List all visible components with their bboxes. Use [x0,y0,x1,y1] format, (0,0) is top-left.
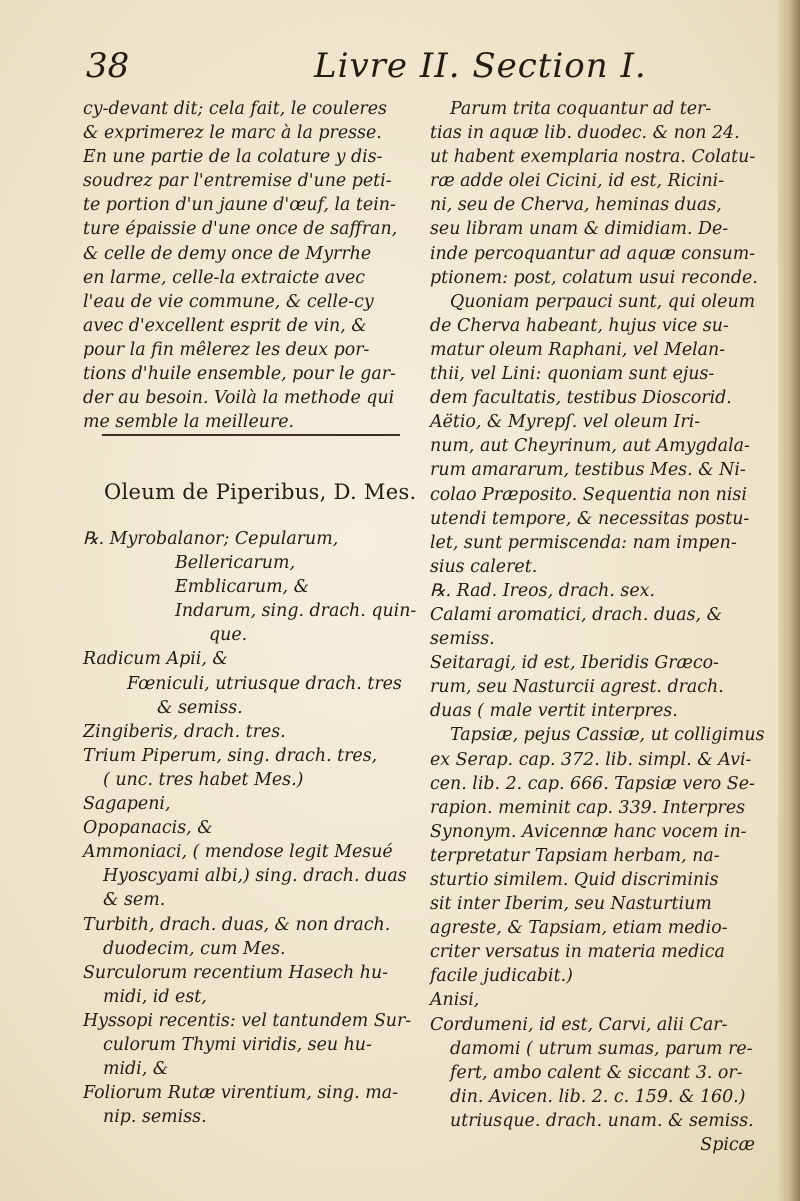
text-line: Fœniculi, utriusque drach. tres [127,673,402,694]
text-line: damomi ( utrum sumas, parum re- [450,1038,753,1059]
text-line: Seitaragi, id est, Iberidis Græco- [430,653,719,674]
text-line: Parum trita coquantur ad ter- [450,99,712,119]
text-line: que. [209,625,248,646]
text-line: & semiss. [157,697,243,718]
text-line: pour la fin mêlerez les deux por- [83,339,370,360]
text-line: rum amararum, testibus Mes. & Ni- [430,460,746,481]
text-line: Hyoscyami albi,) sing. drach. duas [103,866,407,887]
text-line: criter versatus in materia medica [430,942,725,963]
text-line: ni, seu de Cherva, heminas duas, [430,195,722,216]
text-line: Opopanacis, & [83,818,213,839]
text-line: Calami aromatici, drach. duas, & [430,604,723,625]
text-line: Emblicarum, & [175,577,310,598]
text-line: utriusque. drach. unam. & semiss. [450,1110,754,1131]
text-line: ut habent exemplaria nostra. Colatu- [430,147,756,168]
text-line: Indarum, sing. drach. quin- [175,601,417,622]
text-line: inde percoquantur ad aquæ consum- [430,243,756,264]
text-line: ræ adde olei Cicini, id est, Ricini- [430,171,725,192]
text-line: let, sunt permiscenda: nam impen- [430,532,737,553]
text-line: utendi tempore, & necessitas postu- [430,508,750,529]
text-line: duas ( male vertit interpres. [430,701,678,722]
text-line: Surculorum recentium Hasech hu- [83,962,389,983]
text-line: Zingiberis, drach. tres. [83,721,286,742]
text-line: sit inter Iberim, seu Nasturtium [430,894,712,915]
text-line: dem facultatis, testibus Dioscorid. [430,388,732,409]
text-line: Ammoniaci, ( mendose legit Mesué [83,842,393,863]
text-line: fert, ambo calent & siccant 3. or- [450,1062,743,1083]
section-divider [102,434,400,436]
text-line: avec d'excellent esprit de vin, & [83,315,367,336]
text-line: nip. semiss. [103,1107,207,1128]
text-line: sturtio similem. Quid discriminis [430,870,719,890]
text-line: en larme, celle-la extraicte avec [83,267,365,288]
text-line: rapion. meminit cap. 339. Interpres [430,797,746,818]
text-line: Bellericarum, [175,553,296,574]
text-line: cen. lib. 2. cap. 666. Tapsiæ vero Se- [430,773,755,794]
text-line: Cordumeni, id est, Carvi, alii Car- [430,1014,728,1035]
text-line: cy-devant dit; cela fait, le couleres [83,99,387,119]
text-line: Aëtio, & Myrepſ. vel oleum Iri- [430,412,701,433]
text-line: terpretatur Tapsiam herbam, na- [430,845,720,866]
catchword: Spicæ [700,1135,755,1156]
text-line: sius caleret. [430,556,538,577]
text-line: ( unc. tres habet Mes.) [103,769,304,790]
section-title: Oleum de Piperibus, D. Mes. [104,480,417,504]
text-line: Foliorum Rutæ virentium, sing. ma- [83,1083,398,1104]
text-line: midi, id est, [103,986,207,1007]
text-line: Sagapeni, [83,794,171,815]
text-line: ℞. Myrobalanor; Cepularum, [83,529,339,549]
text-line: colao Præposito. Sequentia non nisi [430,484,747,505]
left-column-recipe [83,527,415,1129]
text-line: rum, seu Nasturcii agrest. drach. [430,677,724,698]
text-line: Quoniam perpauci sunt, qui oleum [450,291,756,312]
text-line: Tapsiæ, pejus Cassiæ, ut colligimus [450,725,765,746]
text-line: seu libram unam & dimidiam. De- [430,219,729,240]
text-line: tions d'huile ensemble, pour le gar- [83,364,396,385]
text-line: & exprimerez le marc à la presse. [83,123,382,144]
text-line: soudrez par l'entremise d'une peti- [83,171,392,192]
text-line: midi, & [103,1059,169,1080]
text-line: ture épaissie d'une once de saffran, [83,219,398,240]
text-line: te portion d'un jaune d'œuf, la tein- [83,195,396,216]
left-column-top [83,97,415,434]
text-line: & celle de demy once de Myrrhe [83,243,372,264]
text-line: Synonym. Avicennæ hanc vocem in- [430,821,747,842]
text-line: din. Avicen. lib. 2. c. 159. & 160.) [450,1086,746,1107]
text-line: & sem. [103,890,166,911]
text-line: l'eau de vie commune, & celle-cy [83,291,374,312]
text-line: Radicum Apii, & [83,649,228,670]
text-line: tias in aquæ lib. duodec. & non 24. [430,123,740,144]
text-line: duodecim, cum Mes. [103,938,286,959]
text-line: der au besoin. Voilà la methode qui [83,388,395,409]
text-line: Hyssopi recentis: vel tantundem Sur- [83,1010,412,1031]
text-line: facile judicabit.) [430,966,573,987]
text-line: ptionem: post, colatum usui reconde. [430,267,758,288]
text-line: En une partie de la colature y dis- [83,147,383,168]
text-line: semiss. [430,629,495,650]
page-gutter [778,0,800,1201]
text-line: Turbith, drach. duas, & non drach. [83,914,391,935]
text-line: ex Serap. cap. 372. lib. simpl. & Avi- [430,749,752,770]
text-line: matur oleum Raphani, vel Melan- [430,339,726,360]
text-line: de Cherva habeant, hujus vice su- [430,315,729,336]
text-line: Trium Piperum, sing. drach. tres, [83,745,378,766]
running-head: Livre II. Section I. [314,46,647,86]
text-line: Anisi, [430,990,480,1011]
text-line: thii, vel Lini: quoniam sunt ejus- [430,364,715,385]
text-line: me semble la meilleure. [83,412,295,433]
page-number: 38 [86,46,130,86]
text-line: culorum Thymi viridis, seu hu- [103,1034,372,1055]
text-line: num, aut Cheyrinum, aut Amygdala- [430,436,750,457]
page-header [86,46,726,92]
text-line: ℞. Rad. Ireos, drach. sex. [430,580,655,601]
right-column [430,97,765,1157]
text-line: agreste, & Tapsiam, etiam medio- [430,918,728,939]
